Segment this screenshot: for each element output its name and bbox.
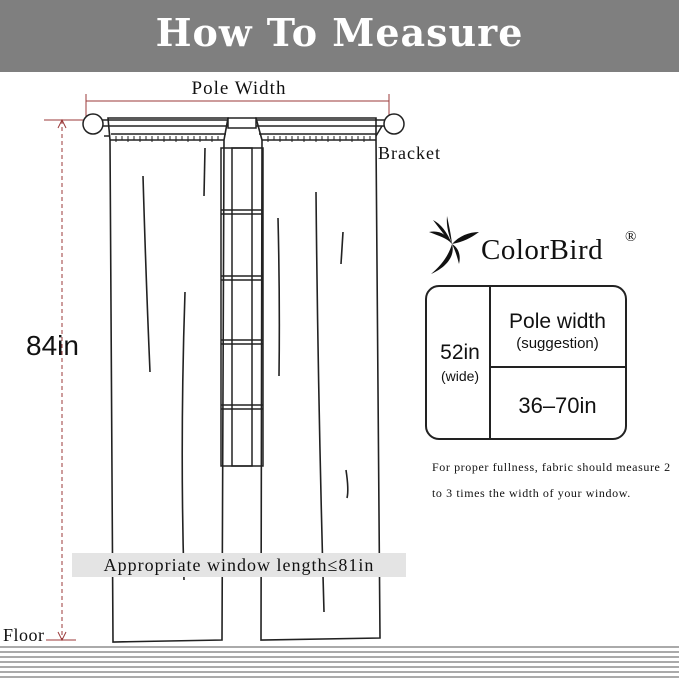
spec-divider-horizontal: [491, 366, 627, 368]
window-frame: [221, 118, 263, 466]
header-tick-marks: [116, 136, 370, 142]
registered-mark: ®: [625, 229, 637, 245]
header-banner: [0, 0, 679, 72]
floor-stripes: [0, 647, 679, 677]
colorbird-bird-icon: [425, 214, 481, 276]
pole-width-subtitle: (suggestion): [516, 335, 599, 352]
brand-name: ColorBird: [481, 234, 604, 266]
page-title: How To Measure: [155, 10, 524, 55]
fullness-note: For proper fullness, fabric should measure 2 to 3 times the width of your window.: [432, 460, 671, 500]
pole-width-label: Pole Width: [191, 78, 287, 99]
panel-width-value: 52in: [440, 341, 480, 364]
window-length-label: Appropriate window length≤81in: [103, 555, 375, 575]
bracket-label: Bracket: [378, 143, 441, 163]
panel-width-unit: (wide): [440, 368, 480, 384]
pole-width-title: Pole width: [509, 310, 606, 333]
curtain-height-label: 84in: [26, 330, 79, 361]
pole-width-range: 36–70in: [518, 393, 597, 418]
floor-label: Floor: [3, 625, 45, 645]
